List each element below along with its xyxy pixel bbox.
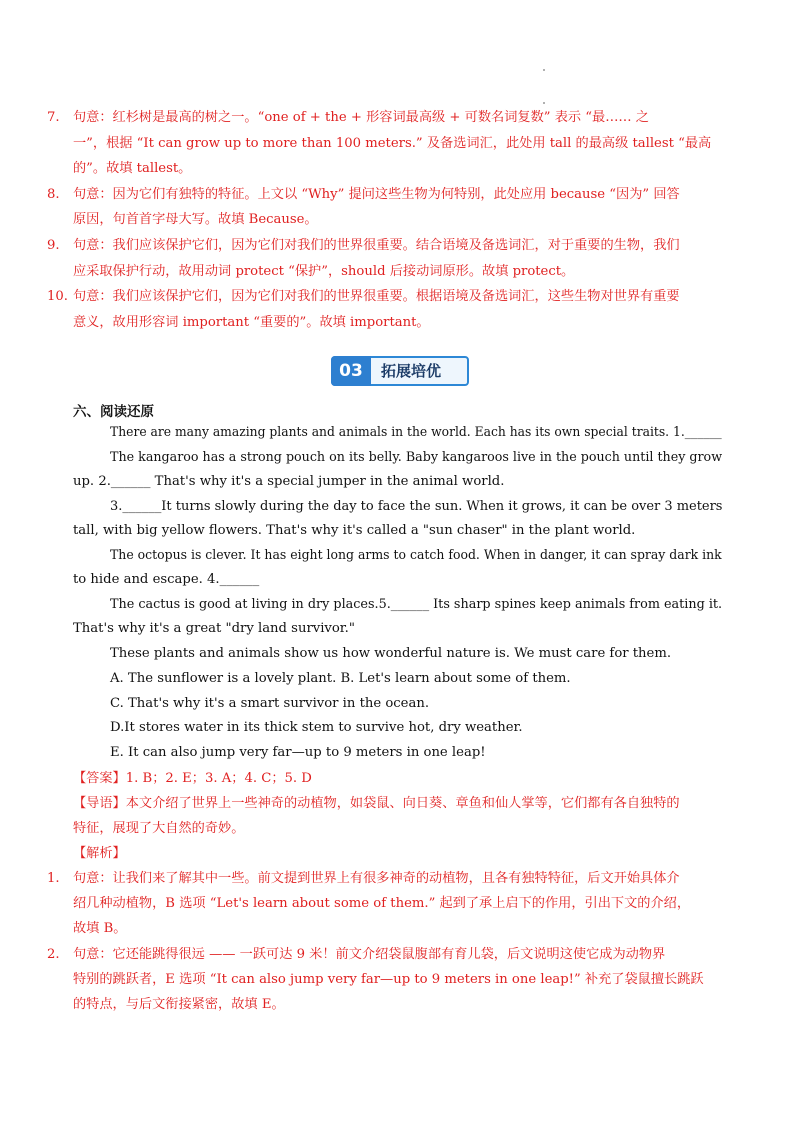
section-title: 六、阅读还原 [73, 404, 154, 420]
passage-line: The kangaroo has a strong pouch on its belly. Baby kangaroos live in the pouch until they grow [110, 450, 723, 465]
explanation-line: 句意：我们应该保护它们，因为它们对我们的世界很重要。根据语境及备选词汇，这些生物对世界有重要 [73, 289, 680, 304]
item-number: 9. [47, 238, 60, 253]
item-number: 10. [47, 289, 68, 304]
item-number: 1. [47, 871, 60, 886]
option-line: C. That's why it's a smart survivor in the ocean. [110, 696, 430, 711]
decorative-dot [543, 102, 545, 104]
badge-title: 拓展培优 [381, 362, 442, 380]
guide-line: 【导语】本文介绍了世界上一些神奇的动植物，如袋鼠、向日葵、章鱼和仙人掌等，它们都有各自独特的 [73, 796, 680, 811]
passage-line: 3.______It turns slowly during the day to face the sun. When it grows, it can be over 3 meters [110, 499, 723, 514]
explanation-line: 绍几种动植物，B 选项 “Let's learn about some of them.” 起到了承上启下的作用，引出下文的介绍， [73, 896, 691, 911]
passage-line: tall, with big yellow flowers. That's why it's called a "sun chaser" in the plant world. [73, 523, 636, 538]
item-number: 7. [47, 110, 60, 125]
badge-number: 03 [331, 356, 371, 386]
passage-line: There are many amazing plants and animals in the world. Each has its own special traits. 1.______ [110, 425, 722, 440]
item-number: 8. [47, 187, 60, 202]
explanation-line: 句意：因为它们有独特的特征。上文以 “Why” 提问这些生物为何特别，此处应用 because “因为” 回答 [73, 187, 680, 202]
passage-line: These plants and animals show us how wonderful nature is. We must care for them. [110, 646, 672, 661]
passage-line: up. 2.______ That's why it's a special jumper in the animal world. [73, 474, 505, 489]
passage-line: to hide and escape. 4.______ [73, 572, 260, 587]
option-line: D.It stores water in its thick stem to survive hot, dry weather. [110, 720, 523, 735]
explanation-line: 句意：它还能跳得很远 —— 一跃可达 9 米！前文介绍袋鼠腹部有育儿袋，后文说明这使它成为动物界 [73, 947, 666, 962]
explanation-line: 意义，故用形容词 important “重要的”。故填 important。 [73, 315, 430, 330]
explanation-line: 一”，根据 “It can grow up to more than 100 meters.” 及备选词汇，此处用 tall 的最高级 tallest “最高 [73, 136, 712, 151]
option-line: E. It can also jump very far—up to 9 meters in one leap! [110, 745, 486, 760]
passage-line: The cactus is good at living in dry places.5.______ Its sharp spines keep animals from eating it. [110, 597, 723, 612]
explanation-line: 的特点，与后文衔接紧密，故填 E。 [73, 997, 285, 1012]
answer-line: 【答案】1. B；2. E；3. A；4. C；5. D [73, 771, 312, 786]
passage-line: That's why it's a great "dry land survivor." [73, 621, 355, 636]
explanation-line: 特别的跳跃者，E 选项 “It can also jump very far—up to 9 meters in one leap!” 补充了袋鼠擅长跳跃 [73, 972, 704, 987]
explanation-line: 句意：让我们来了解其中一些。前文提到世界上有很多神奇的动植物，且各有独特特征，后文开始具体介 [73, 871, 680, 886]
decorative-dot [543, 69, 545, 71]
explanation-line: 句意：我们应该保护它们，因为它们对我们的世界很重要。结合语境及备选词汇，对于重要的生物，我们 [73, 238, 680, 253]
item-number: 2. [47, 947, 60, 962]
explanation-line: 应采取保护行动，故用动词 protect “保护”，should 后接动词原形。故填 protect。 [73, 264, 575, 279]
explanation-line: 故填 B。 [73, 921, 127, 936]
explanation-line: 原因，句首首字母大写。故填 Because。 [73, 212, 318, 227]
explanation-line: 句意：红杉树是最高的树之一。“one of + the + 形容词最高级 + 可数名词复数” 表示 “最…… 之 [73, 110, 649, 125]
option-line: A. The sunflower is a lovely plant. B. Let's learn about some of them. [110, 671, 571, 686]
guide-line: 特征，展现了大自然的奇妙。 [73, 821, 245, 836]
analysis-label: 【解析】 [73, 846, 126, 861]
section-badge [331, 356, 469, 386]
explanation-line: 的”。故填 tallest。 [73, 161, 192, 176]
passage-line: The octopus is clever. It has eight long arms to catch food. When in danger, it can spray dark ink [110, 548, 722, 563]
